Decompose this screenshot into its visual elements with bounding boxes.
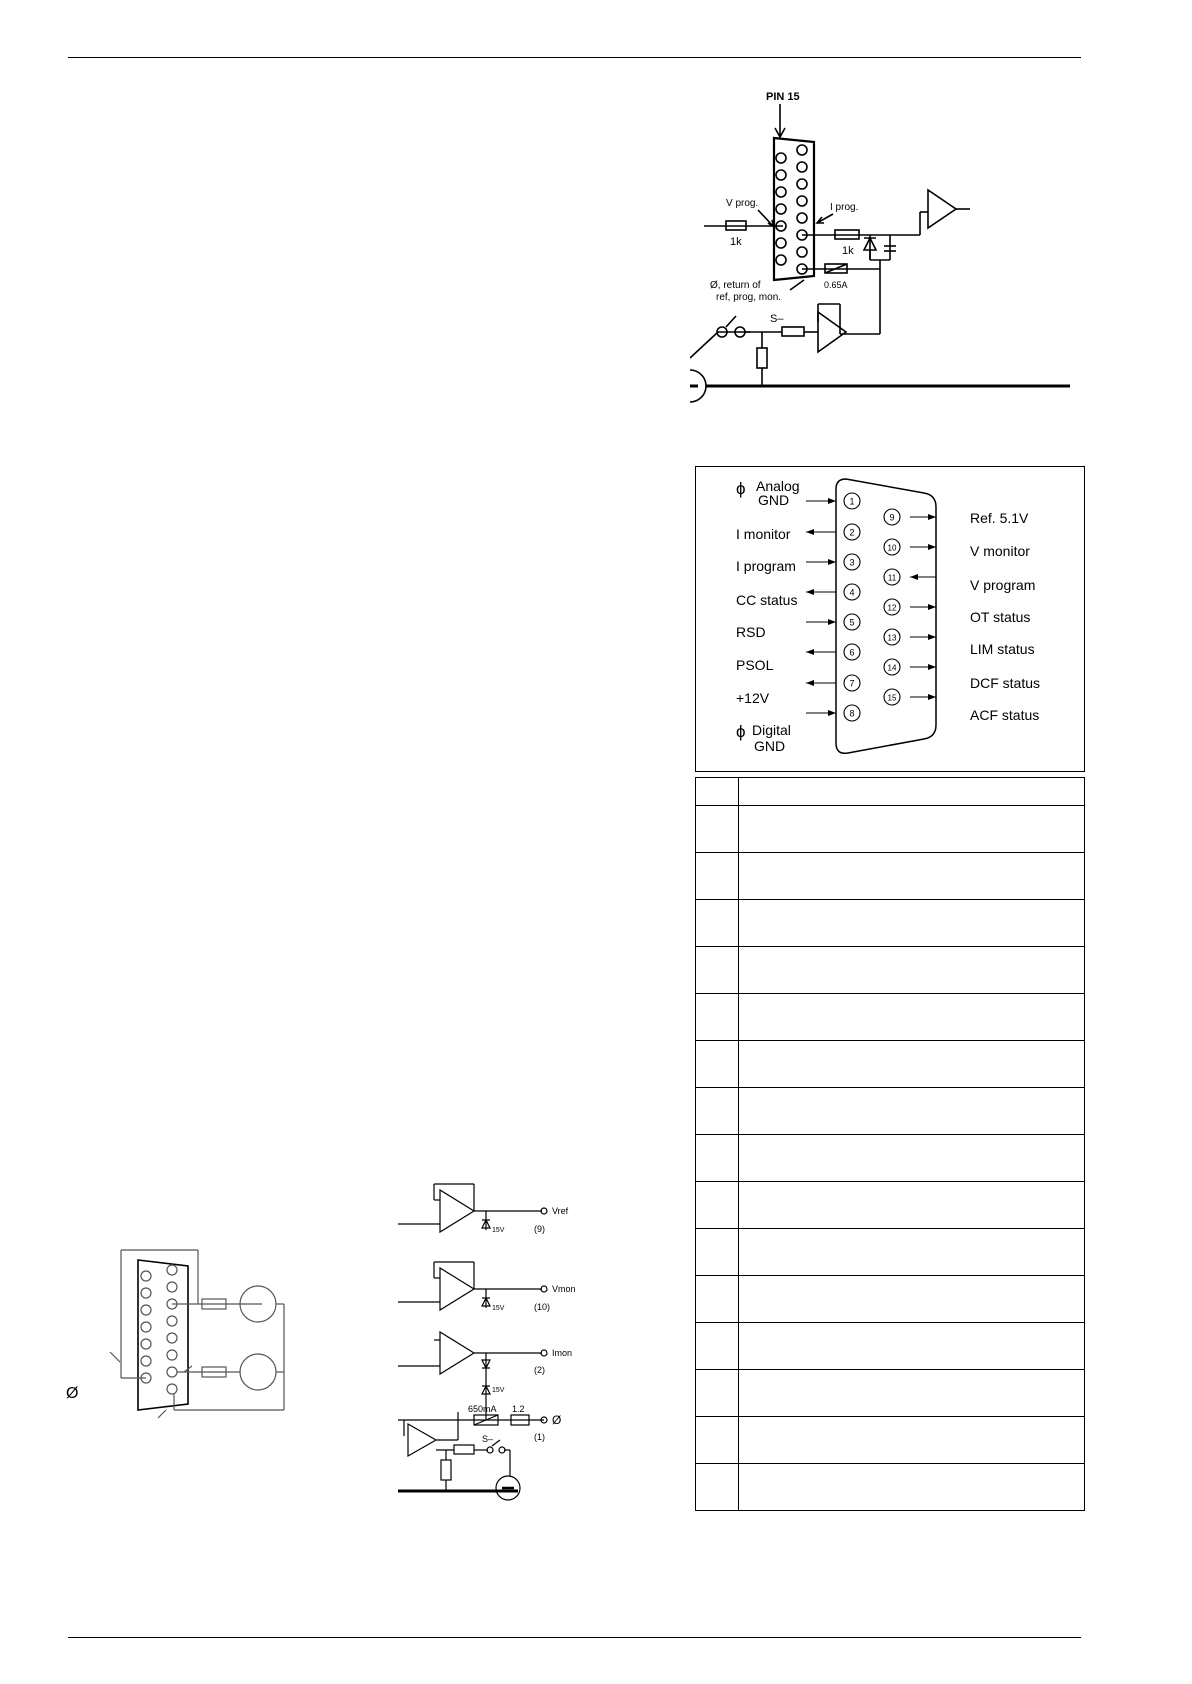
programming-circuit-figure xyxy=(690,90,1090,410)
gnd-symbol-label: Ø xyxy=(552,1413,562,1427)
pin1-label: Analog xyxy=(756,478,800,494)
zener-2-label: 15V xyxy=(492,1305,505,1312)
wiring-ground-symbol: Ø xyxy=(66,1385,79,1402)
table-row xyxy=(696,1276,1085,1323)
pin-arrow-12 xyxy=(928,604,936,610)
fuse-650ma-label: 650mA xyxy=(468,1404,497,1414)
table-row xyxy=(696,947,1085,994)
pin10-label: V monitor xyxy=(970,543,1030,559)
table-row xyxy=(696,1088,1085,1135)
table-row xyxy=(696,1464,1085,1511)
pin-arrow-6 xyxy=(806,649,814,655)
table-row xyxy=(696,1182,1085,1229)
imon-pin-label: (2) xyxy=(534,1365,545,1375)
vref-label: Vref xyxy=(552,1206,569,1216)
pin-number-9: 9 xyxy=(889,512,895,523)
pin12-label: OT status xyxy=(970,609,1031,625)
pin-arrow-3 xyxy=(828,559,836,565)
pin-number-10: 10 xyxy=(887,543,897,553)
pin-number-8: 8 xyxy=(849,708,855,719)
vprog-label: V prog. xyxy=(726,198,759,209)
pin15-label: ACF status xyxy=(970,707,1040,723)
pin-number-6: 6 xyxy=(849,647,855,658)
pin-number-13: 13 xyxy=(887,633,897,643)
pin-arrow-7 xyxy=(806,680,814,686)
res-right-label: 1k xyxy=(842,245,854,257)
pin-description-table xyxy=(695,777,1085,1511)
zener-3-label: 15V xyxy=(492,1387,505,1394)
pin-arrow-13 xyxy=(928,634,936,640)
table-row xyxy=(696,1135,1085,1182)
header-rule xyxy=(68,57,1081,58)
table-row xyxy=(696,900,1085,947)
table-row xyxy=(696,994,1085,1041)
table-row xyxy=(696,1041,1085,1088)
pin1-label-2: GND xyxy=(758,492,790,508)
pin-number-2: 2 xyxy=(849,527,855,538)
vref-pin-label: (9) xyxy=(534,1224,545,1234)
pin7-label: +12V xyxy=(736,690,770,706)
pin13-label: LIM status xyxy=(970,641,1035,657)
pin-arrow-14 xyxy=(928,664,936,670)
pin-number-1: 1 xyxy=(849,496,855,507)
gnd-pin-label: (1) xyxy=(534,1432,545,1442)
iprog-label: I prog. xyxy=(830,202,859,213)
pin-number-14: 14 xyxy=(887,663,897,673)
pin-arrow-10 xyxy=(928,544,936,550)
pin5-label: RSD xyxy=(736,624,766,640)
pin-arrow-9 xyxy=(928,514,936,520)
pin-number-11: 11 xyxy=(887,573,897,583)
table-row xyxy=(696,1229,1085,1276)
pin-number-15: 15 xyxy=(887,693,897,703)
return-label-2: ref, prog, mon. xyxy=(716,292,782,303)
pin-arrow-11 xyxy=(910,574,918,580)
pin9-label: Ref. 5.1V xyxy=(970,510,1029,526)
pin14-label: DCF status xyxy=(970,675,1041,691)
vmon-label: Vmon xyxy=(552,1284,576,1294)
table-row xyxy=(696,1370,1085,1417)
pin-number-4: 4 xyxy=(849,587,855,598)
pin-number-12: 12 xyxy=(887,603,897,613)
pin-number-3: 3 xyxy=(849,557,855,568)
pin3-label: I program xyxy=(736,558,796,574)
pin-number-5: 5 xyxy=(849,617,855,628)
pin-arrow-1 xyxy=(828,498,836,504)
return-label-1: Ø, return of xyxy=(710,280,761,291)
fuse-label: 0.65A xyxy=(824,280,848,290)
pin-arrow-8 xyxy=(828,710,836,716)
table-row xyxy=(696,853,1085,900)
zener-1-label: 15V xyxy=(492,1227,505,1234)
pin2-label: I monitor xyxy=(736,526,791,542)
analog-gnd-symbol: ϕ xyxy=(736,479,746,498)
imon-label: Imon xyxy=(552,1348,573,1358)
connector-pinout-panel xyxy=(695,466,1085,772)
pin-arrow-4 xyxy=(806,589,814,595)
table-row xyxy=(696,806,1085,853)
external-wiring-figure xyxy=(62,1240,312,1430)
pin8-label-2: GND xyxy=(754,738,786,754)
pin4-label: CC status xyxy=(736,592,798,608)
pin6-label: PSOL xyxy=(736,657,774,673)
table-row xyxy=(696,1417,1085,1464)
table-header-row xyxy=(696,778,1085,806)
sense-minus-label: S– xyxy=(482,1434,494,1444)
pin-arrow-5 xyxy=(828,619,836,625)
sense-label: S– xyxy=(770,313,784,325)
pin-number-7: 7 xyxy=(849,678,855,689)
monitor-output-circuit-figure xyxy=(398,1180,598,1510)
digital-gnd-symbol: ϕ xyxy=(736,722,746,741)
vmon-pin-label: (10) xyxy=(534,1302,551,1312)
table-row xyxy=(696,1323,1085,1370)
pin-arrow-2 xyxy=(806,529,814,535)
footer-rule xyxy=(68,1637,1081,1638)
res-left-label: 1k xyxy=(730,236,742,248)
pin15-label: PIN 15 xyxy=(766,91,800,103)
pin8-label: Digital xyxy=(752,722,791,738)
pin-arrow-15 xyxy=(928,694,936,700)
res-1-2-label: 1.2 xyxy=(512,1404,525,1414)
pin11-label: V program xyxy=(970,577,1036,593)
